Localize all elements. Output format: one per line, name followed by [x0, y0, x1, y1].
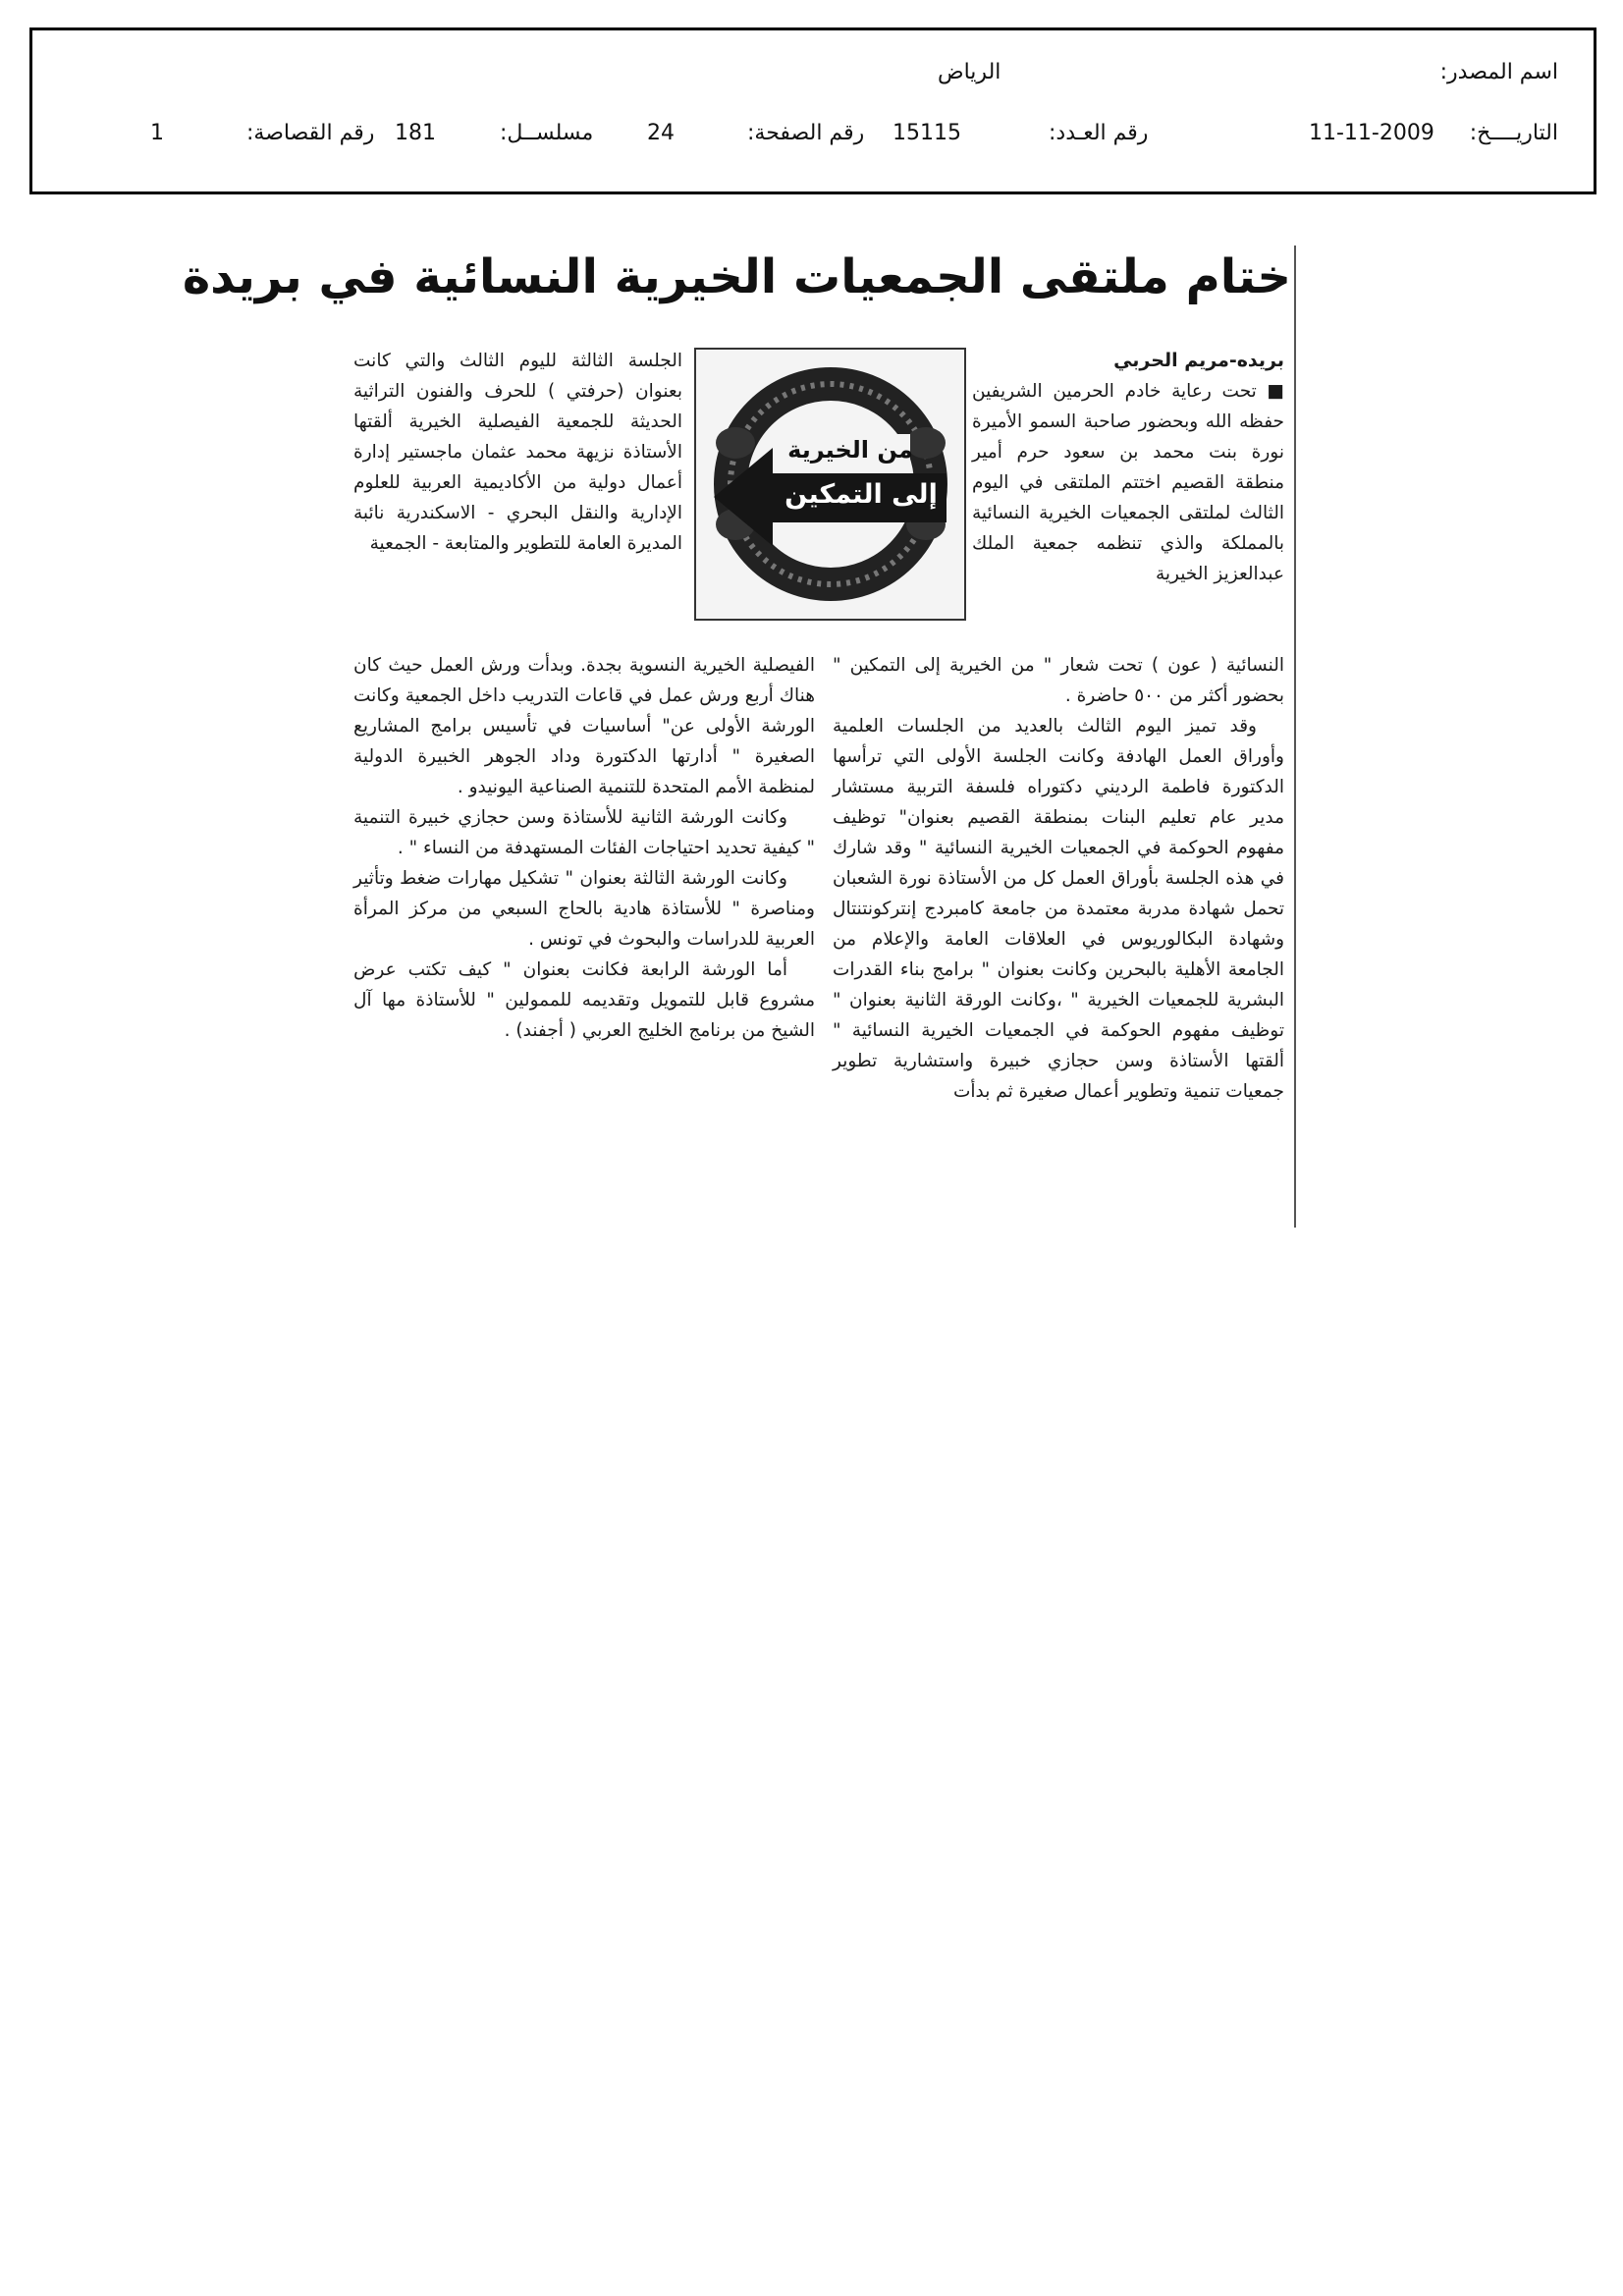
clipping-header-box [29, 27, 1596, 194]
article-paragraph-2: وقد تميز اليوم الثالث بالعديد من الجلسات العلمية وأوراق العمل الهادفة وكانت الجلسة الأولى التي ترأسها الدكتورة فاطمة الرديني دكتوراه فلسفة التربية مستشار مدير عام تعليم البنات بمنطقة القصيم بعنوان" توظيف مفهوم الحوكمة في الجمعيات الخيرية النسائية " وقد شارك في هذه الجلسة بأوراق العمل كل من الأستاذة نورة الشعبان تحمل شهادة مدربة معتمدة من جامعة كامبردج إنتركونتنتال وشهادة البكالوريوس في العلاقات العامة والإعلام من الجامعة الأهلية بالبحرين وكانت بعنوان " برامج بناء القدرات البشرية للجمعيات الخيرية " ،وكانت الورقة الثانية بعنوان " توظيف مفهوم الحوكمة في الجمعيات الخيرية النسائية " ألقتها الأستاذة وسن حجازي خبيرة واستشارية تطوير جمعيات تنمية وتطوير أعمال صغيرة ثم بدأت [833, 716, 1284, 1102]
serial-value: 181 [395, 121, 436, 145]
page-label: رقم الصفحة: [747, 121, 865, 145]
slogan-graphic [694, 348, 966, 621]
article-workshop-paragraph-1: الفيصلية الخيرية النسوية بجدة. وبدأت ورش العمل حيث كان هناك أربع ورش عمل في قاعات التدريب داخل الجمعية وكانت الورشة الأولى عن" أساسيات في تأسيس برامج المشاريع الصغيرة " أدارتها الدكتورة وداد الجوهر الخبيرة الدولية لمنظمة الأمم المتحدة للتنمية الصناعية اليونيدو . [353, 655, 815, 797]
article-workshop-paragraph-4: أما الورشة الرابعة فكانت بعنوان " كيف تكتب عرض مشروع قابل للتمويل وتقديمه للممولين " للأستاذة مها آل الشيخ من برنامج الخليج العربي ( أجفند) . [353, 959, 815, 1041]
article-intro-paragraph: ■ تحت رعاية خادم الحرمين الشريفين حفظه الله وبحضور صاحبة السمو الأميرة نورة بنت محمد بن سعود حرم أمير منطقة القصيم اختتم الملتقى في اليوم الثالث لملتقى الجمعيات الخيرية النسائية بالمملكة والذي تنظمه جمعية الملك عبدالعزيز الخيرية [972, 381, 1284, 584]
article-paragraph-1: النسائية ( عون ) تحت شعار " من الخيرية إلى التمكين " بحضور أكثر من ٥٠٠ حاضرة . [833, 655, 1284, 706]
date-value: 11-11-2009 [1309, 121, 1434, 145]
source-label: اسم المصدر: [1439, 60, 1558, 84]
date-label: التاريــــخ: [1469, 121, 1558, 145]
issue-value: 15115 [893, 121, 961, 145]
article-column-left [353, 650, 815, 1046]
issue-label: رقم العـدد: [1049, 121, 1149, 145]
clip-value: 1 [150, 121, 164, 145]
slogan-line1: من الخيرية [787, 436, 913, 464]
article-column-middle [833, 650, 1284, 1107]
article-byline: بريده-مريم الحربي [1113, 350, 1284, 371]
article-workshop-paragraph-2: وكانت الورشة الثانية للأستاذة وسن حجازي خبيرة التنمية " كيفية تحديد احتياجات الفئات المستهدفة من النساء " . [353, 807, 815, 858]
source-value: الرياض [938, 60, 1001, 84]
serial-label: مسلســل: [500, 121, 594, 145]
article-right-rule [1294, 246, 1296, 1228]
article-workshop-paragraph-3: وكانت الورشة الثالثة بعنوان " تشكيل مهارات ضغط وتأثير ومناصرة " للأستاذة هادية بالحاج السبعي من مركز المرأة العربية للدراسات والبحوث في تونس . [353, 868, 815, 950]
page-value: 24 [647, 121, 675, 145]
article-column-right [972, 346, 1284, 589]
slogan-line2: إلى التمكين [784, 479, 938, 510]
clip-label: رقم القصاصة: [246, 121, 375, 145]
article-headline: ختام ملتقى الجمعيات الخيرية النسائية في بريدة [182, 249, 1291, 304]
article-session3-paragraph: الجلسة الثالثة لليوم الثالث والتي كانت بعنوان (حرفتي ) للحرف والفنون التراثية الحديثة للجمعية الفيصلية الخيرية ألقتها الأستاذة نزيهة محمد عثمان ماجستير إدارة أعمال دولية من الأكاديمية العربية للعلوم الإدارية والنقل البحري - الاسكندرية نائبة المديرة العامة للتطوير والمتابعة - الجمعية [353, 351, 682, 554]
article-column-left-top [353, 346, 682, 559]
